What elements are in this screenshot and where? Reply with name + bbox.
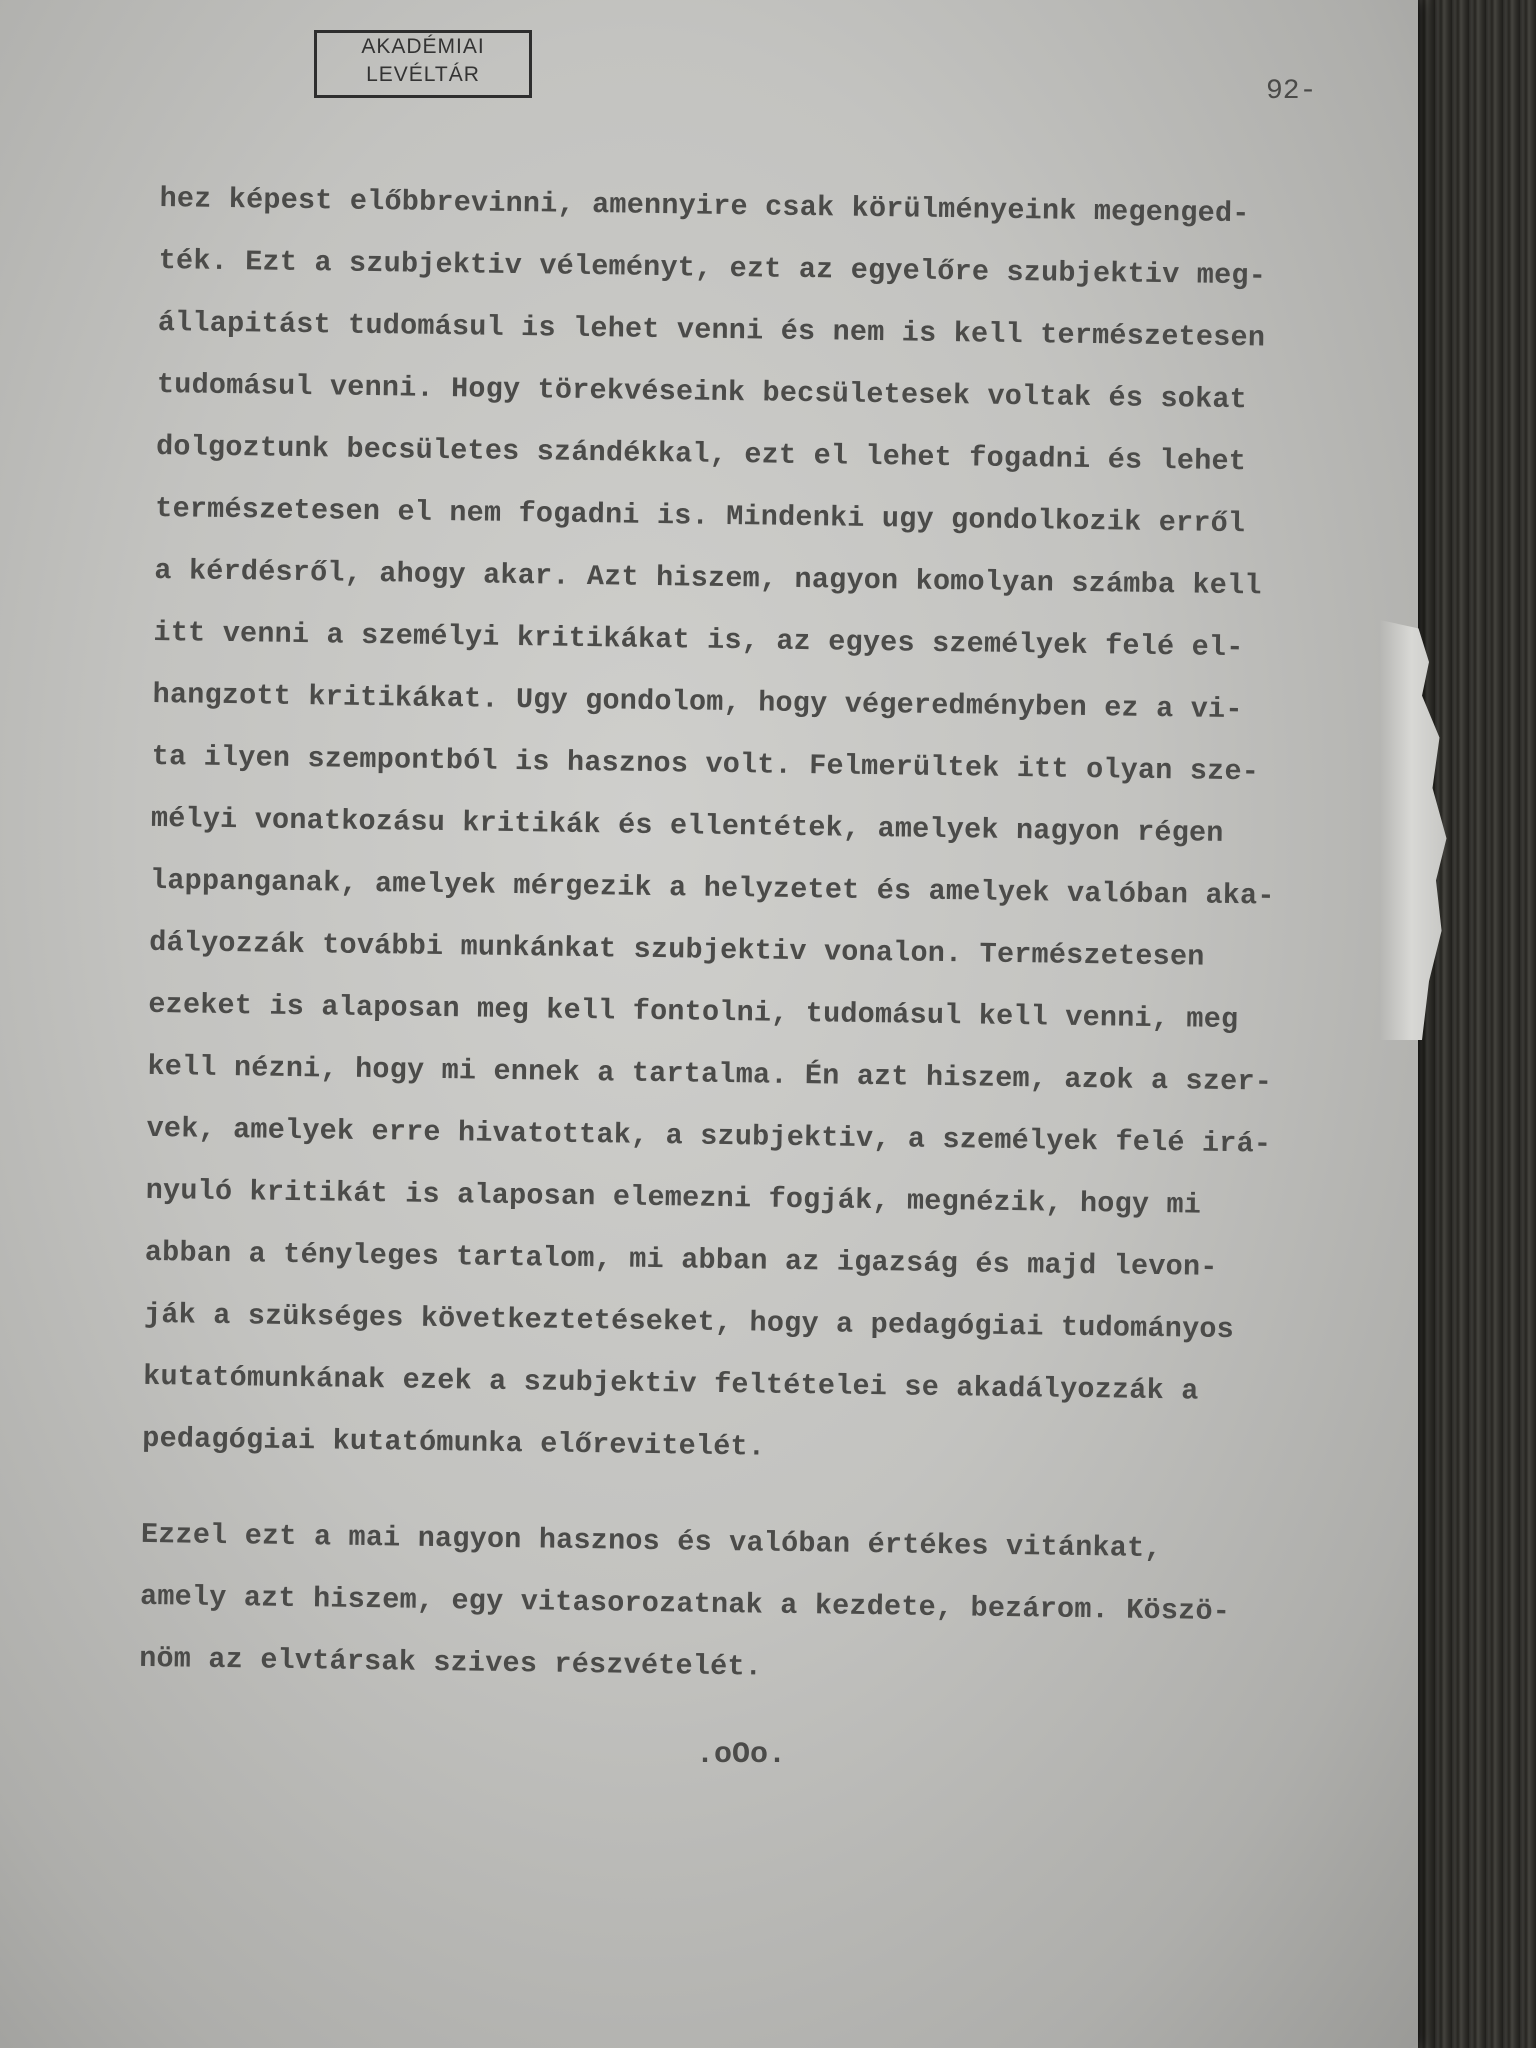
text-line: állapitást tudomásul is lehet venni és nem is kell természetesen <box>157 305 1266 355</box>
text-line: ték. Ezt a szubjektiv véleményt, ezt az egyelőre szubjektiv meg- <box>158 243 1267 293</box>
stamp-line-1: AKADÉMIAI <box>361 35 485 58</box>
text-line: a kérdésről, ahogy akar. Azt hiszem, nagyon komolyan számba kell <box>154 553 1262 603</box>
body-text <box>139 168 1410 1707</box>
text-line: hangzott kritikákat. Ugy gondolom, hogy végeredményben ez a vi- <box>152 677 1243 727</box>
text-line: ják a szükséges következtetéseket, hogy a pedagógiai tudományos <box>143 1297 1235 1347</box>
text-line: nöm az elvtársak szives részvételét. <box>138 1641 763 1684</box>
text-line: tudomásul venni. Hogy törekvéseink becsületesek voltak és sokat <box>156 367 1248 417</box>
wooden-surface <box>1418 0 1536 2048</box>
text-line: dolgoztunk becsületes szándékkal, ezt el lehet fogadni és lehet <box>155 429 1247 479</box>
text-line: nyuló kritikát is alaposan elemezni fogják, megnézik, hogy mi <box>145 1173 1202 1222</box>
text-line: ta ilyen szempontból is hasznos volt. Felmerültek itt olyan sze- <box>151 739 1260 789</box>
text-line: abban a tényleges tartalom, mi abban az igazság és majd levon- <box>144 1235 1218 1284</box>
paragraph-1 <box>142 168 1410 1487</box>
text-line: vek, amelyek erre hivatottak, a szubjektiv, a személyek felé irá- <box>146 1111 1272 1161</box>
text-line: kell nézni, hogy mi ennek a tartalma. Én azt hiszem, azok a szer- <box>147 1049 1273 1099</box>
text-line: dályozzák további munkánkat szubjektiv vonalon. Természetesen <box>148 925 1205 974</box>
text-line: Ezzel ezt a mai nagyon hasznos és valóban értékes vitánkat, <box>140 1517 1162 1566</box>
text-line: itt venni a személyi kritikákat is, az egyes személyek felé el- <box>153 615 1244 665</box>
stamp-line-2: LEVÉLTÁR <box>366 63 480 86</box>
text-line: hez képest előbbrevinni, amennyire csak körülményeink megenged- <box>159 181 1250 231</box>
text-line: lappanganak, amelyek mérgezik a helyzetet és amelyek valóban aka- <box>149 863 1275 913</box>
text-line: kutatómunkának ezek a szubjektiv feltételei se akadályozzák a <box>142 1359 1199 1408</box>
text-line: természetesen el nem fogadni is. Mindenki ugy gondolkozik erről <box>155 491 1246 541</box>
text-line: pedagógiai kutatómunka előrevitelét. <box>142 1421 766 1464</box>
paragraph-2 <box>139 1504 1391 1707</box>
text-line: ezeket is alaposan meg kell fontolni, tudomásul kell venni, meg <box>148 987 1239 1037</box>
text-line: amely azt hiszem, egy vitasorozatnak a kezdete, bezárom. Köszö- <box>139 1579 1231 1629</box>
closing-mark: .oOo. <box>696 1738 787 1772</box>
archive-stamp <box>314 30 532 98</box>
page-number: 92- <box>1266 76 1317 107</box>
text-line: mélyi vonatkozásu kritikák és ellentétek, amelyek nagyon régen <box>150 801 1224 850</box>
